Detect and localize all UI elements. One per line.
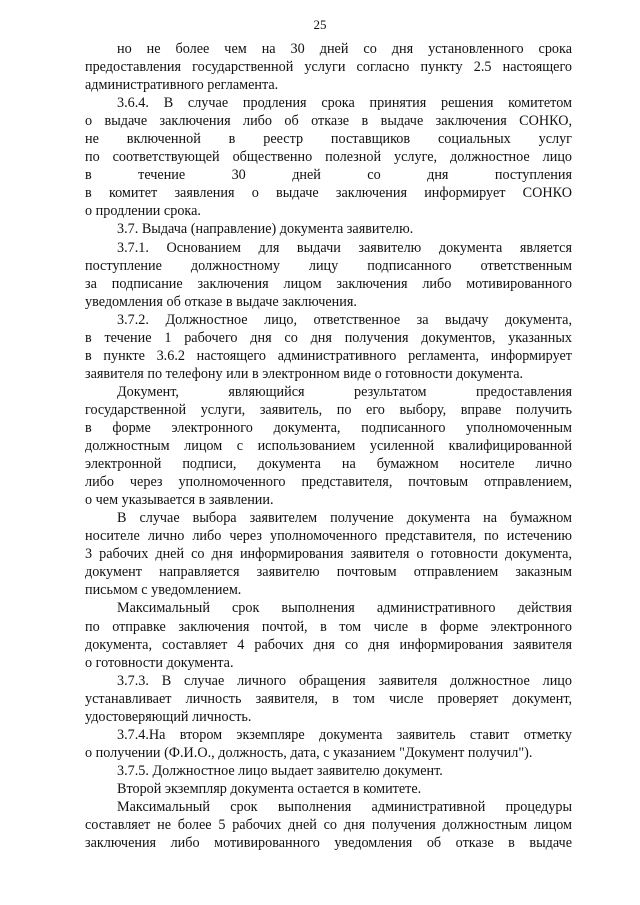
text-line: не включенной в реестр поставщиков социальных услуг xyxy=(85,131,572,148)
text-line: Документ, являющийся результатом предоставления xyxy=(117,383,572,400)
text-line: по отправке заключения почтой, в том числе в форме электронного xyxy=(85,618,572,635)
text-line: о чем указывается в заявлении. xyxy=(85,492,274,509)
text-line: о готовности документа. xyxy=(85,654,234,671)
text-line: поступление должностному лицу подписанного ответственным xyxy=(85,257,572,274)
text-line: о получении (Ф.И.О., должность, дата, с указанием "Документ получил"). xyxy=(85,744,533,761)
text-line: административного регламента. xyxy=(85,77,279,94)
text-line: удостоверяющий личность. xyxy=(85,708,252,725)
text-line: предоставления государственной услуги согласно пункту 2.5 настоящего xyxy=(85,59,572,76)
text-line: заключения либо мотивированного уведомления об отказе в выдаче xyxy=(85,835,572,852)
text-line: но не более чем на 30 дней со дня установленного срока xyxy=(117,41,572,57)
text-line: составляет не более 5 рабочих дней со дня получения должностным лицом xyxy=(85,817,572,834)
text-line: документа, составляет 4 рабочих дня со дня информирования заявителя xyxy=(85,636,572,653)
text-line: 3.7.4.На втором экземпляре документа заявитель ставит отметку xyxy=(117,726,572,743)
text-line: 3.7.2. Должностное лицо, ответственное за выдачу документа, xyxy=(117,311,572,328)
text-line: Второй экземпляр документа остается в комитете. xyxy=(117,780,422,797)
text-line: 3.7.5. Должностное лицо выдает заявителю документ. xyxy=(117,762,443,779)
text-line: либо через уполномоченного представителя, почтовым отправлением, xyxy=(85,474,572,491)
text-line: Максимальный срок выполнения административного действия xyxy=(117,600,572,617)
text-line: 3.6.4. В случае продления срока принятия решения комитетом xyxy=(117,95,572,112)
text-line: должностным лицом с использованием усиленной квалифицированной xyxy=(85,438,572,455)
text-line: 3.7.3. В случае личного обращения заявителя должностное лицо xyxy=(117,672,572,689)
page-number: 25 xyxy=(313,17,327,32)
document-text-body xyxy=(85,40,572,852)
text-line: в течение 1 рабочего дня со дня получения документов, указанных xyxy=(85,329,572,346)
text-line: 3.7.1. Основанием для выдачи заявителю документа является xyxy=(117,239,572,256)
text-line: в форме электронного документа, подписанного уполномоченным xyxy=(85,419,572,436)
text-line: государственной услуги, заявитель, по его выбору, вправе получить xyxy=(85,401,572,418)
text-line: по соответствующей общественно полезной услуге, должностное лицо xyxy=(85,149,572,166)
text-line: устанавливает личность заявителя, в том числе проверяет документ, xyxy=(85,690,572,707)
text-line: 3.7. Выдача (направление) документа заявителю. xyxy=(117,221,414,238)
text-line: Максимальный срок выполнения административной процедуры xyxy=(117,798,572,815)
text-line: в комитет заявления о выдаче заключения информирует СОНКО xyxy=(85,185,572,202)
text-line: уведомления об отказе в выдаче заключения. xyxy=(85,293,357,310)
text-line: в течение 30 дней со дня поступления xyxy=(85,167,572,184)
text-line: заявителя по телефону или в электронном виде о готовности документа. xyxy=(85,365,524,382)
text-line: в пункте 3.6.2 настоящего административного регламента, информирует xyxy=(85,347,572,364)
text-line: электронной подписи, документа на бумажном носителе лично xyxy=(85,456,572,473)
text-line: документ направляется заявителю почтовым отправлением заказным xyxy=(85,564,572,581)
text-line: о продлении срока. xyxy=(85,203,201,220)
text-line: 3 рабочих дней со дня информирования заявителя о готовности документа, xyxy=(85,546,572,563)
text-line: носителе лично либо через уполномоченного представителя, по истечению xyxy=(85,528,572,545)
text-line: письмом с уведомлением. xyxy=(85,582,242,599)
text-line: за подписание заключения лицом заключения либо мотивированного xyxy=(85,275,572,292)
text-line: В случае выбора заявителем получение документа на бумажном xyxy=(117,510,572,527)
text-line: о выдаче заключения либо об отказе в выдаче заключения СОНКО, xyxy=(85,113,572,130)
